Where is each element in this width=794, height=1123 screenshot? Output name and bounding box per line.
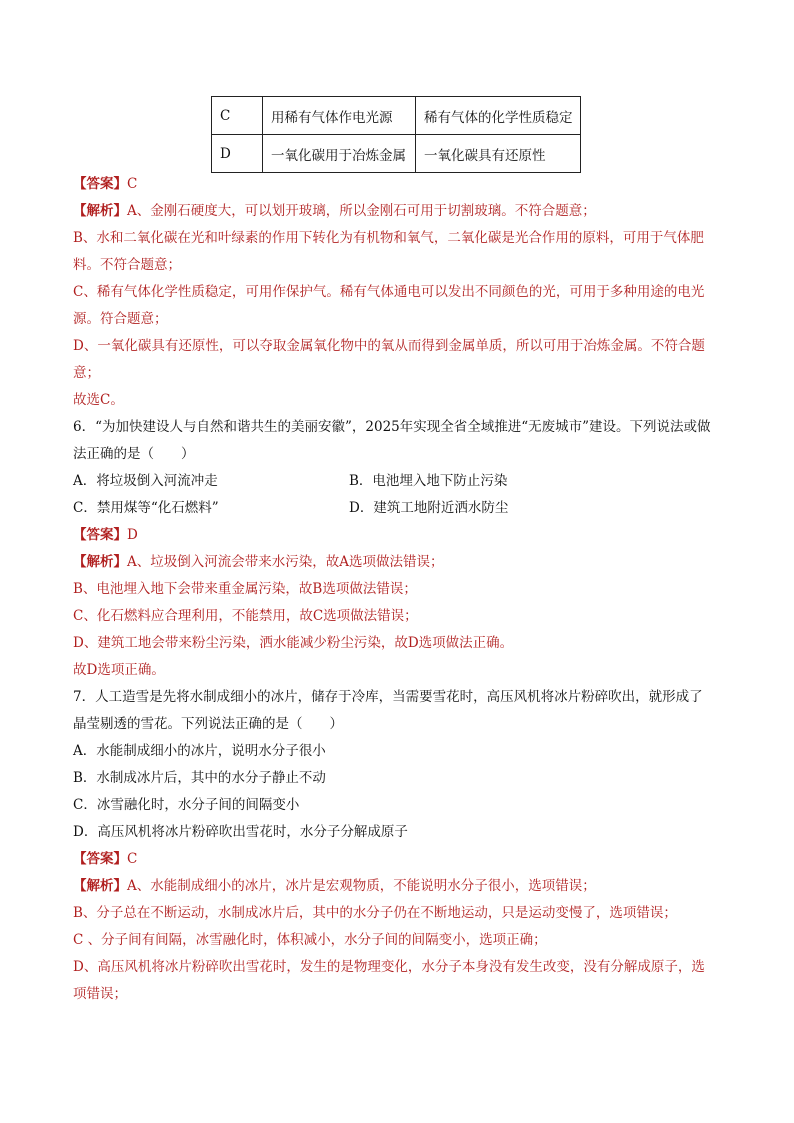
q5-analysis-line: 意；	[73, 365, 100, 381]
table-row	[212, 135, 581, 173]
q5-analysis-line: 源。符合题意；	[73, 311, 168, 327]
q7-option-d: D．高压风机将冰片粉碎吹出雪花时，水分子分解成原子	[73, 824, 408, 840]
q7-option-c: C．冰雪融化时，水分子间的间隔变小	[73, 797, 300, 813]
answer-value: C	[127, 851, 138, 867]
q6-option-b: B．电池埋入地下防止污染	[349, 473, 508, 489]
q6-options-row	[73, 495, 725, 522]
q7-answer	[73, 846, 725, 873]
q6-options-row	[73, 468, 725, 495]
analysis-label: 【解析】	[73, 554, 127, 570]
q5-analysis-line: 【解析】A、金刚石硬度大，可以划开玻璃，所以金刚石可用于切割玻璃。不符合题意；	[73, 203, 596, 219]
q6-analysis-line: C、化石燃料应合理利用，不能禁用，故C选项做法错误；	[73, 608, 418, 624]
q6-conclusion: 故D选项正确。	[73, 662, 165, 678]
table-row	[212, 97, 581, 135]
q7-analysis-line: B、分子总在不断运动，水制成冰片后，其中的水分子仍在不断地运动，只是运动变慢了，选项错误；	[73, 905, 677, 921]
q7-stem-line: 晶莹剔透的雪花。下列说法正确的是（ ）	[73, 716, 343, 732]
document-body	[73, 171, 725, 1008]
q6-analysis-line: B、电池埋入地下会带来重金属污染，故B选项做法错误；	[73, 581, 417, 597]
q5-analysis-line: D、一氧化碳具有还原性，可以夺取金属氧化物中的氧从而得到金属单质，所以可用于冶炼金属。不符合题	[73, 338, 705, 354]
q6-stem-line: 6．“为加快建设人与自然和谐共生的美丽安徽”，2025年实现全省全域推进“无废城市”建设。下列说法或做	[73, 419, 711, 435]
q5-conclusion: 故选C。	[73, 392, 124, 408]
q7-analysis-line: 【解析】A、水能制成细小的冰片，冰片是宏观物质，不能说明水分子很小，选项错误；	[73, 878, 596, 894]
table-cell-letter: C	[212, 97, 263, 135]
q5-analysis-line: B、水和二氧化碳在光和叶绿素的作用下转化为有机物和氧气，二氧化碳是光合作用的原料，可用于气体肥	[73, 230, 704, 246]
q7-option-b: B．水制成冰片后，其中的水分子静止不动	[73, 770, 326, 786]
answer-value: D	[127, 527, 138, 543]
q6-option-c: C．禁用煤等“化石燃料”	[73, 500, 219, 516]
q7-option-a: A．水能制成细小的冰片，说明水分子很小	[73, 743, 326, 759]
q5-analysis-line: C、稀有气体化学性质稳定，可用作保护气。稀有气体通电可以发出不同颜色的光，可用于多种用途的电光	[73, 284, 705, 300]
q6-option-d: D．建筑工地附近洒水防尘	[349, 500, 509, 516]
q6-analysis-line: 【解析】A、垃圾倒入河流会带来水污染，故A选项做法错误；	[73, 554, 444, 570]
q6-option-a: A．将垃圾倒入河流冲走	[73, 473, 218, 489]
options-table	[211, 96, 581, 173]
q7-analysis-line: D、高压风机将冰片粉碎吹出雪花时，发生的是物理变化，水分子本身没有发生改变，没有分解成原子，选	[73, 959, 705, 975]
table-cell-use: 用稀有气体作电光源	[263, 97, 416, 135]
answer-label: 【答案】	[73, 176, 127, 192]
table-cell-reason: 稀有气体的化学性质稳定	[416, 97, 581, 135]
q5-analysis-line: 料。不符合题意；	[73, 257, 181, 273]
q7-analysis-line: 项错误；	[73, 986, 127, 1002]
q6-analysis-line: D、建筑工地会带来粉尘污染，洒水能减少粉尘污染，故D选项做法正确。	[73, 635, 514, 651]
analysis-label: 【解析】	[73, 203, 127, 219]
q6-answer	[73, 522, 725, 549]
table-cell-use: 一氧化碳用于冶炼金属	[263, 135, 416, 173]
answer-label: 【答案】	[73, 851, 127, 867]
answer-label: 【答案】	[73, 527, 127, 543]
table-cell-reason: 一氧化碳具有还原性	[416, 135, 581, 173]
q7-analysis-line: C 、分子间有间隔，冰雪融化时，体积减小，水分子间的间隔变小，选项正确；	[73, 932, 547, 948]
answer-value: C	[127, 176, 138, 192]
q7-stem-line: 7．人工造雪是先将水制成细小的冰片，储存于冷库，当需要雪花时，高压风机将冰片粉碎吹出，就形成了	[73, 689, 703, 705]
analysis-label: 【解析】	[73, 878, 127, 894]
q5-answer	[73, 171, 725, 198]
q6-stem-line: 法正确的是（ ）	[73, 446, 195, 462]
table-cell-letter: D	[212, 135, 263, 173]
